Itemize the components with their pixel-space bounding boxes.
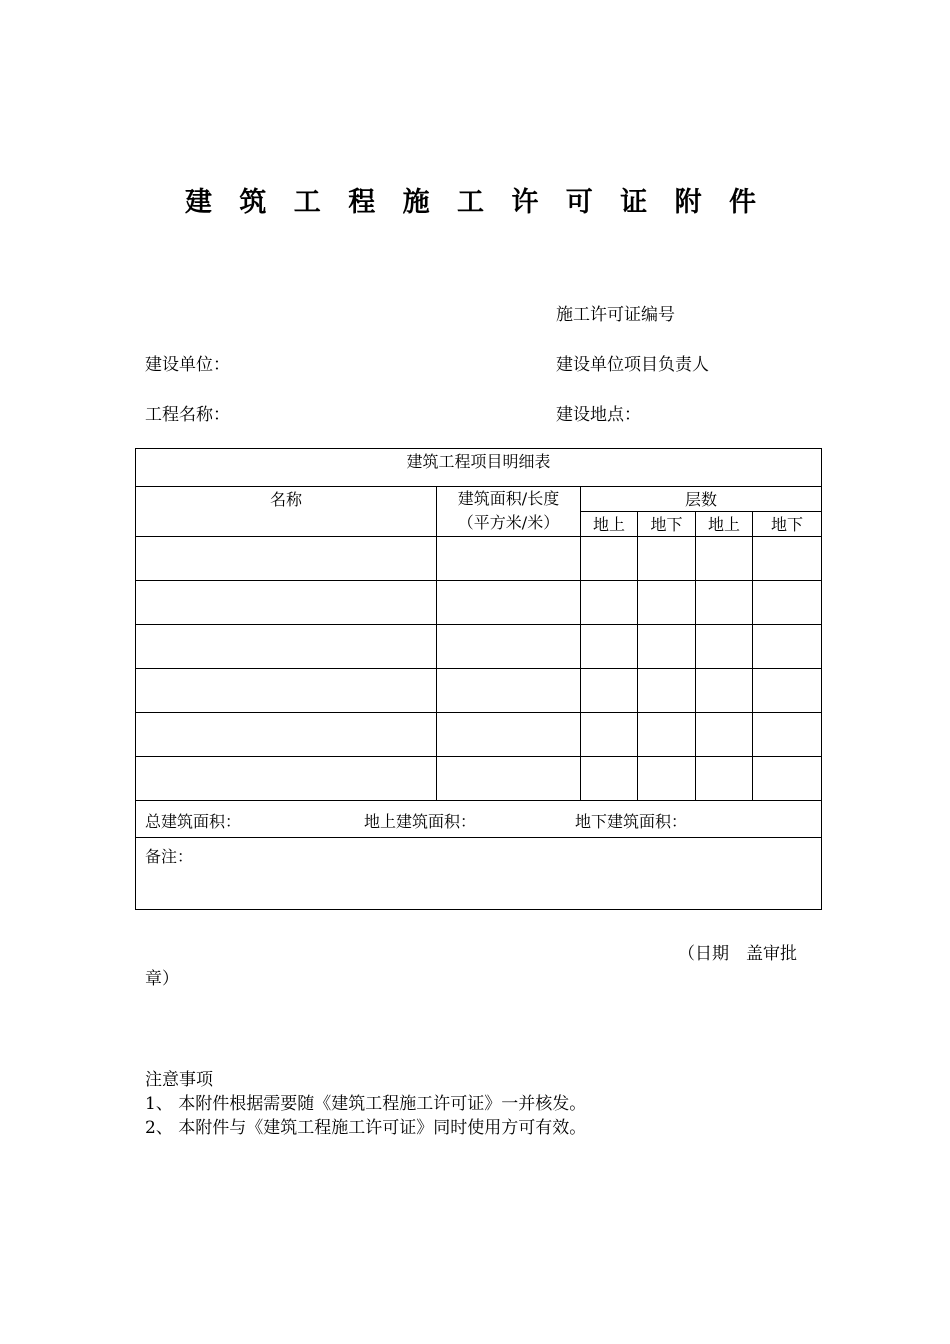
signature-line-1: （日期 盖审批	[678, 944, 797, 964]
table-row	[136, 581, 822, 625]
remarks-cell[interactable]	[136, 838, 822, 910]
cell-below-2[interactable]	[753, 713, 822, 757]
cell-area[interactable]	[437, 537, 581, 581]
cell-above-1[interactable]	[581, 713, 638, 757]
header-name: 名称	[136, 487, 437, 537]
cell-below-2[interactable]	[753, 581, 822, 625]
table-row	[136, 537, 822, 581]
cell-above-2[interactable]	[696, 669, 753, 713]
permit-number-label: 施工许可证编号	[556, 305, 675, 325]
cell-above-2[interactable]	[696, 757, 753, 801]
below-area-label: 地下建筑面积：	[575, 812, 688, 831]
cell-name[interactable]	[136, 581, 437, 625]
cell-below-2[interactable]	[753, 625, 822, 669]
total-area-label: 总建筑面积：	[145, 812, 242, 831]
cell-below-2[interactable]	[753, 757, 822, 801]
cell-below-1[interactable]	[638, 757, 696, 801]
cell-above-1[interactable]	[581, 757, 638, 801]
cell-name[interactable]	[136, 625, 437, 669]
table-caption: 建筑工程项目明细表	[136, 449, 822, 487]
builder-label: 建设单位：	[145, 355, 230, 375]
cell-below-1[interactable]	[638, 713, 696, 757]
cell-area[interactable]	[437, 757, 581, 801]
cell-above-1[interactable]	[581, 625, 638, 669]
table-row	[136, 757, 822, 801]
cell-above-2[interactable]	[696, 713, 753, 757]
cell-above-2[interactable]	[696, 625, 753, 669]
location-label: 建设地点：	[556, 405, 641, 425]
cell-above-1[interactable]	[581, 581, 638, 625]
cell-name[interactable]	[136, 669, 437, 713]
signature-line-2: 章）	[145, 969, 179, 989]
header-area	[437, 487, 581, 537]
cell-below-1[interactable]	[638, 669, 696, 713]
header-below-1: 地下	[638, 512, 696, 537]
cell-below-1[interactable]	[638, 625, 696, 669]
header-area-line1: 建筑面积/长度	[457, 489, 560, 508]
table-row	[136, 669, 822, 713]
cell-above-2[interactable]	[696, 581, 753, 625]
document-title: 建 筑 工 程 施 工 许 可 证 附 件	[185, 187, 765, 218]
remarks-label: 备注：	[145, 847, 194, 866]
area-summary-row	[136, 801, 822, 838]
notes-heading: 注意事项	[145, 1070, 213, 1090]
table-row	[136, 713, 822, 757]
header-floors: 层数	[581, 487, 822, 512]
cell-below-2[interactable]	[753, 537, 822, 581]
cell-area[interactable]	[437, 625, 581, 669]
notes-item-2: 2、 本附件与《建筑工程施工许可证》同时使用方可有效。	[145, 1118, 587, 1138]
project-detail-table	[135, 448, 822, 910]
cell-below-1[interactable]	[638, 581, 696, 625]
header-area-line2: （平方米/米）	[457, 513, 560, 532]
header-above-1: 地上	[581, 512, 638, 537]
cell-area[interactable]	[437, 581, 581, 625]
cell-above-1[interactable]	[581, 537, 638, 581]
notes-item-1: 1、 本附件根据需要随《建筑工程施工许可证》一并核发。	[145, 1094, 587, 1114]
builder-lead-label: 建设单位项目负责人	[556, 355, 709, 375]
header-above-2: 地上	[696, 512, 753, 537]
cell-area[interactable]	[437, 713, 581, 757]
cell-name[interactable]	[136, 713, 437, 757]
cell-name[interactable]	[136, 537, 437, 581]
table-row	[136, 625, 822, 669]
header-below-2: 地下	[753, 512, 822, 537]
cell-below-1[interactable]	[638, 537, 696, 581]
cell-area[interactable]	[437, 669, 581, 713]
cell-name[interactable]	[136, 757, 437, 801]
cell-above-1[interactable]	[581, 669, 638, 713]
above-area-label: 地上建筑面积：	[364, 812, 477, 831]
cell-above-2[interactable]	[696, 537, 753, 581]
cell-below-2[interactable]	[753, 669, 822, 713]
project-name-label: 工程名称：	[145, 405, 230, 425]
